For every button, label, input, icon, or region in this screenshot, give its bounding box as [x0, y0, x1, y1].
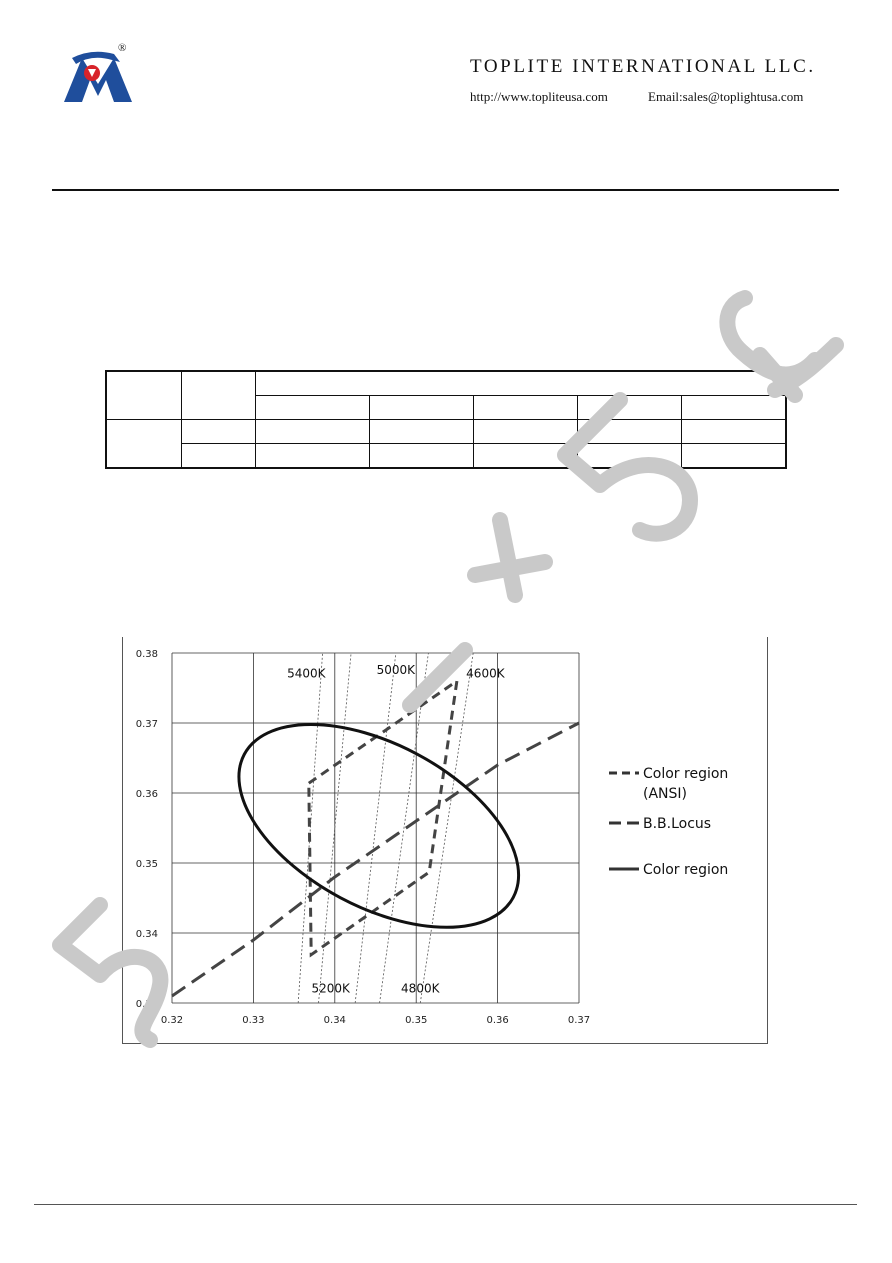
chromaticity-chart	[122, 637, 768, 1044]
table-cell	[370, 420, 474, 444]
registered-mark: ®	[118, 42, 127, 54]
y-tick-label: 0.35	[135, 859, 158, 870]
table-cell	[474, 420, 578, 444]
series-color-region-ellipse	[206, 683, 551, 970]
legend-label: B.B.Locus	[643, 816, 712, 832]
x-tick-label: 0.37	[567, 1015, 591, 1026]
legend-label: Color region	[643, 862, 729, 878]
isotherm-line	[298, 653, 322, 1003]
cct-label: 5000K	[376, 663, 416, 677]
table-cell	[370, 396, 474, 420]
cct-label: 4600K	[466, 666, 505, 681]
spec-table	[105, 370, 787, 469]
legend-label: Color region (ANSI)	[643, 766, 729, 802]
table-cell	[106, 371, 182, 420]
y-tick-label: 0.34	[135, 929, 158, 940]
isotherm-line	[420, 653, 473, 1003]
y-tick-label: 0.36	[135, 789, 158, 800]
table-cell	[106, 420, 182, 469]
table-cell	[256, 420, 370, 444]
cct-label: 5200K	[311, 981, 350, 996]
series-ansi-color-region	[309, 681, 457, 955]
table-cell	[682, 444, 787, 469]
table-row	[106, 420, 786, 444]
table-row	[106, 444, 786, 469]
table-cell	[182, 420, 256, 444]
table-cell	[370, 444, 474, 469]
table-cell	[578, 420, 682, 444]
x-tick-label: 0.36	[486, 1015, 509, 1026]
cct-label: 5400K	[287, 666, 326, 681]
table-cell	[256, 396, 370, 420]
table-cell	[682, 420, 787, 444]
y-tick-label: 0.37	[135, 719, 158, 730]
table-cell	[182, 371, 256, 420]
table-cell	[578, 396, 682, 420]
footer-divider	[34, 1204, 857, 1205]
x-tick-label: 0.33	[242, 1015, 265, 1026]
table-cell	[682, 396, 787, 420]
table-cell	[182, 444, 256, 469]
cct-label: 4800K	[401, 981, 440, 996]
website-link[interactable]: http://www.topliteusa.com	[470, 89, 608, 104]
watermark-stroke	[475, 520, 545, 595]
table-cell	[256, 444, 370, 469]
table-row	[106, 371, 786, 396]
table-cell	[474, 444, 578, 469]
x-tick-label: 0.34	[323, 1015, 346, 1026]
y-tick-label: 0.38	[135, 649, 158, 660]
x-tick-label: 0.35	[405, 1015, 428, 1026]
company-name: TOPLITE INTERNATIONAL LLC.	[470, 56, 816, 77]
table-cell	[474, 396, 578, 420]
y-tick-label: 0.33	[135, 999, 158, 1010]
table-cell	[578, 444, 682, 469]
isotherm-line	[355, 653, 396, 1003]
x-tick-label: 0.32	[160, 1015, 184, 1026]
table-cell	[256, 371, 787, 396]
header-divider	[52, 189, 839, 191]
email-link[interactable]: Email:sales@toplightusa.com	[648, 89, 804, 104]
